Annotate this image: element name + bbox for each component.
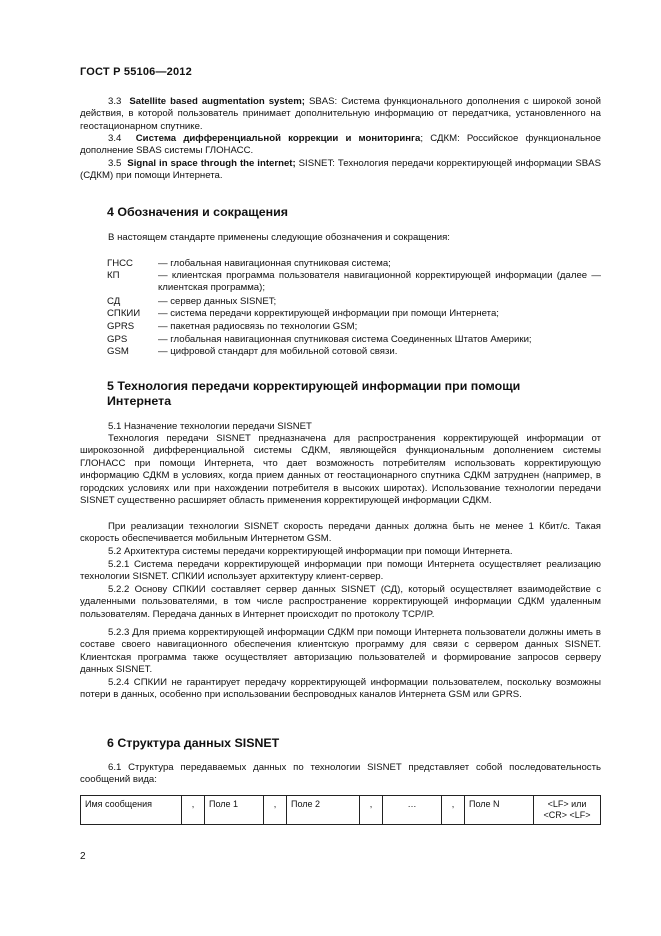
paragraph-5-2: 5.2 Архитектура системы передачи корректирующей информации при помощи Интернета. <box>108 546 513 557</box>
section-4-intro: В настоящем стандарте применены следующие обозначения и сокращения: <box>108 232 450 243</box>
table-cell: , <box>182 796 205 825</box>
abbrev-term: GPS <box>107 334 128 345</box>
paragraph-5-2-2: 5.2.2 Основу СПКИИ составляет сервер данных SISNET (СД), который осуществляет взаимодействие с удаленными пользователями, в том числе распространение корректирующей информации СДКМ удаленным пользователям. Передача данных в Интернет происходит по протоколу TCP/IP. <box>80 584 601 620</box>
table-cell: Поле 1 <box>205 796 264 825</box>
table-cell: , <box>360 796 383 825</box>
table-row <box>81 796 601 825</box>
definition-3-4: 3.4 Система дифференциальной коррекции и мониторинга; СДКМ: Российское функциональное дополнение SBAS системы ГЛОНАСС. <box>80 133 601 157</box>
abbrev-def: — глобальная навигационная спутниковая система Соединенных Штатов Америки; <box>158 334 532 345</box>
abbrev-def: — глобальная навигационная спутниковая система; <box>158 258 391 269</box>
abbrev-term: СД <box>107 296 121 307</box>
table-cell: Поле 2 <box>287 796 360 825</box>
table-cell: Поле N <box>465 796 534 825</box>
abbrev-def: — пакетная радиосвязь по технологии GSM; <box>158 321 358 332</box>
paragraph-5-2-1: 5.2.1 Система передачи корректирующей информации при помощи Интернета осуществляет реализацию технологии SISNET. СПКИИ использует архитектуру клиент-сервер. <box>80 559 601 583</box>
page-number: 2 <box>80 851 86 862</box>
paragraph-5-2-3: 5.2.3 Для приема корректирующей информации СДКМ при помощи Интернета пользователи должны иметь в составе своего навигационного обеспечения клиентскую программу для связи с сервером данных SISNET. Клиентская программа также осуществляет авторизацию пользователей и формирование запросов серверу данных SISNET. <box>80 627 601 676</box>
abbrev-def: — клиентская программа пользователя навигационной корректирующей информации (далее — клиентская программа); <box>158 270 601 294</box>
abbrev-def: — цифровой стандарт для мобильной сотовой связи. <box>158 346 398 357</box>
table-cell: <LF> или <CR> <LF> <box>534 796 601 825</box>
abbrev-term: GSM <box>107 346 129 357</box>
message-structure-table <box>80 795 601 825</box>
abbrev-term: СПКИИ <box>107 308 141 319</box>
section-5-heading-line2: Интернета <box>107 394 172 408</box>
paragraph-5-1: 5.1 Назначение технологии передачи SISNET <box>108 421 312 432</box>
abbrev-term: GPRS <box>107 321 135 332</box>
table-cell: , <box>442 796 465 825</box>
abbrev-term: КП <box>107 270 120 281</box>
definition-3-5: 3.5 Signal in space through the internet; SISNET: Технология передачи корректирующей информации SBAS (СДКМ) при помощи Интернета. <box>80 158 601 182</box>
abbrev-term: ГНСС <box>107 258 133 269</box>
table-cell: , <box>264 796 287 825</box>
paragraph: Технология передачи SISNET предназначена для распространения корректирующей информации от широкозонной дифференциальной системы СДКМ, являющейся функциональным дополнением системы ГЛОНАСС при помощи Интернета, что дает возможность потребителям использовать корректирующую информацию СДКМ в условиях, когда прием данных от геостационарного спутника СДКМ затруднен (например, в городских условиях или при нахождении потребителя в высоких широтах). Использование технологии передачи SISNET существенно расширяет область применения корректирующей информации СДКМ. <box>80 433 601 507</box>
definition-3-3: 3.3 Satellite based augmentation system; SBAS: Система функционального дополнения с широкой зоной действия, в которой пользователь принимает дополнительную информацию от передатчика, установленного на геостационарном спутнике. <box>80 96 602 132</box>
abbrev-def: — сервер данных SISNET; <box>158 296 277 307</box>
section-4-heading: 4 Обозначения и сокращения <box>107 205 288 219</box>
document-header: ГОСТ Р 55106—2012 <box>80 66 192 78</box>
table-cell: Имя сообщения <box>81 796 182 825</box>
abbrev-def: — система передачи корректирующей информации при помощи Интернета; <box>158 308 499 319</box>
section-5-heading-line1: 5 Технология передачи корректирующей информации при помощи <box>107 379 521 393</box>
paragraph-6-1: 6.1 Структура передаваемых данных по технологии SISNET представляет собой последовательность сообщений вида: <box>80 762 601 786</box>
section-5-heading <box>107 379 520 409</box>
paragraph-5-2-4: 5.2.4 СПКИИ не гарантирует передачу корректирующей информации пользователем, поскольку возможны потери в данных, особенно при использовании беспроводных каналов Интернета GSM или GPRS. <box>80 677 601 701</box>
section-6-heading: 6 Структура данных SISNET <box>107 736 280 750</box>
paragraph: При реализации технологии SISNET скорость передачи данных должна быть не менее 1 Кбит/с. Такая скорость обеспечивается мобильным Интернетом GSM. <box>80 521 601 545</box>
table-cell: … <box>383 796 442 825</box>
